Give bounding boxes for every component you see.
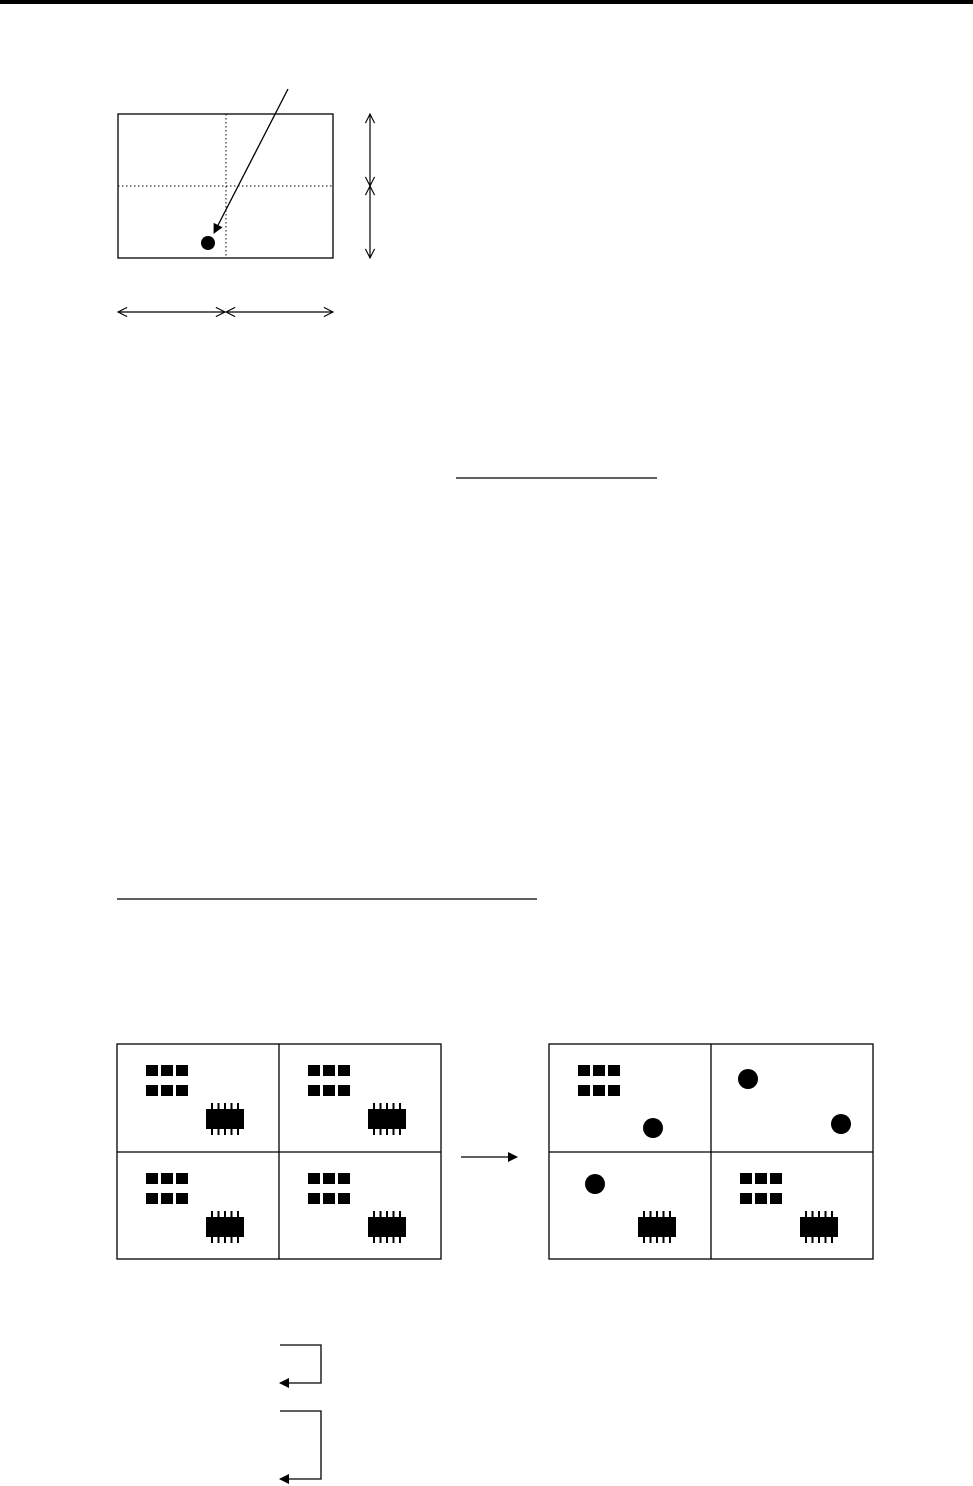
figure-2 (117, 1044, 873, 1259)
ic-chip-icon (206, 1211, 244, 1243)
pad-icon (338, 1065, 350, 1076)
pad-icon (308, 1193, 320, 1204)
pad-icon (308, 1085, 320, 1096)
pad-icon (323, 1085, 335, 1096)
right-grid (549, 1044, 873, 1259)
pad-icon (323, 1193, 335, 1204)
pad-icon (176, 1193, 188, 1204)
filled-circle-icon (643, 1118, 663, 1138)
ic-chip-icon (800, 1211, 838, 1243)
pad-icon (161, 1193, 173, 1204)
return-arrow-long (280, 1411, 321, 1479)
pointer-arrow (214, 89, 288, 233)
pad-icon (146, 1173, 158, 1184)
pad-icon (338, 1085, 350, 1096)
pad-icon (578, 1065, 590, 1076)
chip-pad-array-icon (146, 1065, 188, 1096)
grid-cell (585, 1174, 676, 1243)
pad-icon (176, 1173, 188, 1184)
grid-cell (740, 1173, 838, 1243)
chip-pad-array-icon (308, 1173, 350, 1204)
pad-icon (338, 1193, 350, 1204)
pad-icon (161, 1065, 173, 1076)
pad-icon (608, 1065, 620, 1076)
pad-icon (338, 1173, 350, 1184)
grid-cell (578, 1065, 663, 1138)
figure-1 (118, 89, 370, 312)
pad-icon (176, 1085, 188, 1096)
target-dot (201, 236, 215, 250)
chip-pad-array-icon (578, 1065, 620, 1096)
grid-cell (308, 1173, 406, 1243)
pad-icon (770, 1193, 782, 1204)
pad-icon (161, 1173, 173, 1184)
pad-icon (740, 1173, 752, 1184)
pad-icon (146, 1065, 158, 1076)
filled-circle-icon (738, 1069, 758, 1089)
grid-cell (308, 1065, 406, 1135)
pad-icon (755, 1193, 767, 1204)
ic-chip-icon (206, 1103, 244, 1135)
pad-icon (770, 1173, 782, 1184)
header-rule (0, 0, 973, 4)
pad-icon (578, 1085, 590, 1096)
filled-circle-icon (585, 1174, 605, 1194)
pad-icon (146, 1085, 158, 1096)
pad-icon (755, 1173, 767, 1184)
pad-icon (593, 1085, 605, 1096)
chip-pad-array-icon (308, 1065, 350, 1096)
return-arrow-short (280, 1345, 321, 1383)
ic-chip-icon (368, 1211, 406, 1243)
pad-icon (308, 1065, 320, 1076)
ic-chip-icon (638, 1211, 676, 1243)
filled-circle-icon (831, 1114, 851, 1134)
pad-icon (323, 1173, 335, 1184)
pad-icon (740, 1193, 752, 1204)
chip-pad-array-icon (740, 1173, 782, 1204)
pad-icon (308, 1173, 320, 1184)
ic-chip-icon (368, 1103, 406, 1135)
pad-icon (176, 1065, 188, 1076)
grid-cell (146, 1173, 244, 1243)
pad-icon (608, 1085, 620, 1096)
pad-icon (593, 1065, 605, 1076)
pad-icon (323, 1065, 335, 1076)
pad-icon (146, 1193, 158, 1204)
left-grid (117, 1044, 441, 1259)
grid-cell (738, 1069, 851, 1134)
pad-icon (161, 1085, 173, 1096)
chip-pad-array-icon (146, 1173, 188, 1204)
grid-cell (146, 1065, 244, 1135)
